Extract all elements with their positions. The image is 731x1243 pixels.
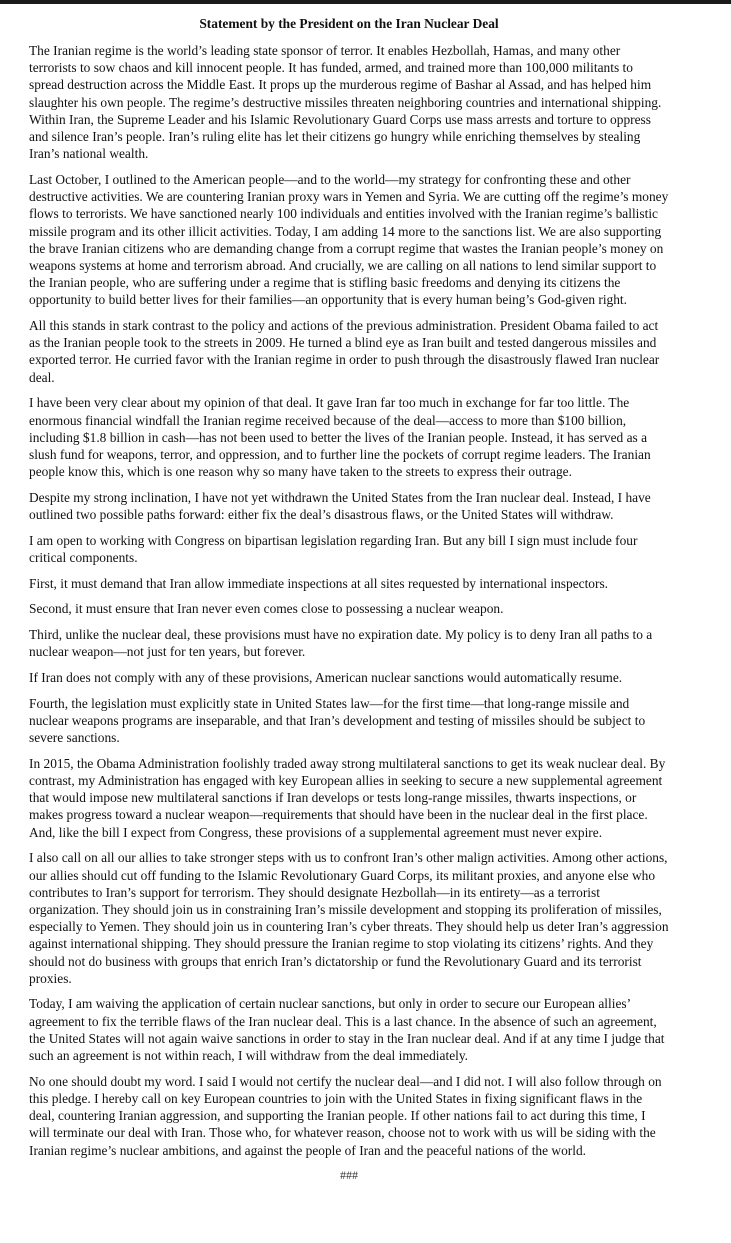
paragraph-12: In 2015, the Obama Administration foolishly traded away strong multilateral sanctions to get its weak nuclear deal. By contrast, my Administration has engaged with key European allies in seeking to secure a new supplemental agreement that would impose new multilateral sanctions if Iran develops or tests long-range missiles, thwarts inspections, or makes progress toward a nuclear weapon—requirements that should have been in the nuclear deal in the first place. And, like the bill I expect from Congress, these provisions of a supplemental agreement must never expire. bbox=[29, 755, 666, 840]
paragraph-4: I have been very clear about my opinion of that deal. It gave Iran far too much in exchange for far too little. The enormous financial windfall the Iranian regime received because of the deal—access to more than $100 billion, including $1.8 billion in cash—has not been used to better the lives of the Iranian people. Instead, it has served as a slush fund for weapons, terror, and oppression, and to further line the pockets of corrupt regime leaders. The Iranian people know this, which is one reason why so many have taken to the streets to express their outrage. bbox=[29, 395, 651, 480]
end-mark: ### bbox=[340, 1168, 358, 1183]
paragraph-8: Second, it must ensure that Iran never even comes close to possessing a nuclear weapon. bbox=[29, 601, 504, 617]
paragraph-9: Third, unlike the nuclear deal, these provisions must have no expiration date. My policy is to deny Iran all paths to a nuclear weapon—not just for ten years, but forever. bbox=[29, 627, 653, 660]
top-border-rule bbox=[0, 0, 731, 4]
paragraph-6: I am open to working with Congress on bipartisan legislation regarding Iran. But any bill I sign must include four critical components. bbox=[29, 532, 638, 565]
paragraph-14: Today, I am waiving the application of certain nuclear sanctions, but only in order to secure our European allies’ agreement to fix the terrible flaws of the Iran nuclear deal. This is a last chance. In the absence of such an agreement, the United States will not again waive sanctions in order to stay in the Iran nuclear deal. And if at any time I judge that such an agreement is not within reach, I will withdraw from the deal immediately. bbox=[29, 996, 665, 1064]
statement-document bbox=[29, 15, 669, 1183]
paragraph-2: Last October, I outlined to the American people—and to the world—my strategy for confronting these and other destructive activities. We are countering Iranian proxy wars in Yemen and Syria. We are cutting off the regime’s money flows to terrorists. We have sanctioned nearly 100 individuals and entities involved with the Iranian regime’s ballistic missile program and its other illicit activities. Today, I am adding 14 more to the sanctions list. We are also supporting the brave Iranian citizens who are demanding change from a corrupt regime that wastes the Iranian people’s money on weapons systems at home and terrorism abroad. And crucially, we are calling on all nations to lend similar support to the Iranian people, who are suffering under a regime that is stifling basic freedoms and denying its citizens the opportunity to build better lives for their families—an opportunity that is every human being’s God-given right. bbox=[29, 171, 669, 308]
paragraph-5: Despite my strong inclination, I have not yet withdrawn the United States from the Iran nuclear deal. Instead, I have outlined two possible paths forward: either fix the deal’s disastrous flaws, or the United States will withdraw. bbox=[29, 489, 651, 523]
paragraph-11: Fourth, the legislation must explicitly state in United States law—for the first time—that long-range missile and nuclear weapons programs are inseparable, and that Iran’s development and testing of missiles should be subject to severe sanctions. bbox=[29, 695, 646, 746]
paragraph-10: If Iran does not comply with any of these provisions, American nuclear sanctions would automatically resume. bbox=[29, 670, 623, 685]
paragraph-13: I also call on all our allies to take stronger steps with us to confront Iran’s other malign activities. Among other actions, our allies should cut off funding to the Islamic Revolutionary Guard Corps, its militant proxies, and anyone else who contributes to Iran’s support for terrorism. They should designate Hezbollah—in its entirety—as a terrorist organization. They should join us in constraining Iran’s missile development and stopping its proliferation of missiles, especially to Yemen. They should join us in countering Iran’s cyber threats. They should help us deter Iran’s aggression against international shipping. They should pressure the Iranian regime to stop violating its citizens’ rights. And they should not do business with groups that enrich Iran’s dictatorship or fund the Revolutionary Guard and its terrorist proxies. bbox=[29, 850, 669, 986]
paragraph-7: First, it must demand that Iran allow immediate inspections at all sites requested by international inspectors. bbox=[29, 575, 609, 591]
paragraph-15: No one should doubt my word. I said I would not certify the nuclear deal—and I did not. I will also follow through on this pledge. I hereby call on key European countries to join with the United States in fixing significant flaws in the deal, countering Iranian aggression, and supporting the Iranian people. If other nations fail to act during this time, I will terminate our deal with Iran. Those who, for whatever reason, choose not to work with us will be siding with the Iranian regime’s nuclear ambitions, and against the people of Iran and the peaceful nations of the world. bbox=[29, 1073, 662, 1158]
paragraph-3: All this stands in stark contrast to the policy and actions of the previous administration. President Obama failed to act as the Iranian people took to the streets in 2009. He turned a blind eye as Iran built and tested dangerous missiles and exported terror. He curried favor with the Iranian regime in order to push through the disastrously flawed Iran nuclear deal. bbox=[29, 318, 660, 385]
paragraph-1: The Iranian regime is the world’s leading state sponsor of terror. It enables Hezbollah, Hamas, and many other terrorists to sow chaos and kill innocent people. It has funded, armed, and trained more than 100,000 militants to spread destruction across the Middle East. It props up the murderous regime of Bashar al Assad, and has helped him slaughter his own people. The regime’s destructive missiles threaten neighboring countries and international shipping. Within Iran, the Supreme Leader and his Islamic Revolutionary Guard Corps use mass arrests and torture to oppress and silence Iran’s people. Iran’s ruling elite has let their citizens go hungry while enriching themselves by stealing Iran’s national wealth. bbox=[29, 43, 662, 162]
document-title: Statement by the President on the Iran Nuclear Deal bbox=[199, 16, 499, 31]
